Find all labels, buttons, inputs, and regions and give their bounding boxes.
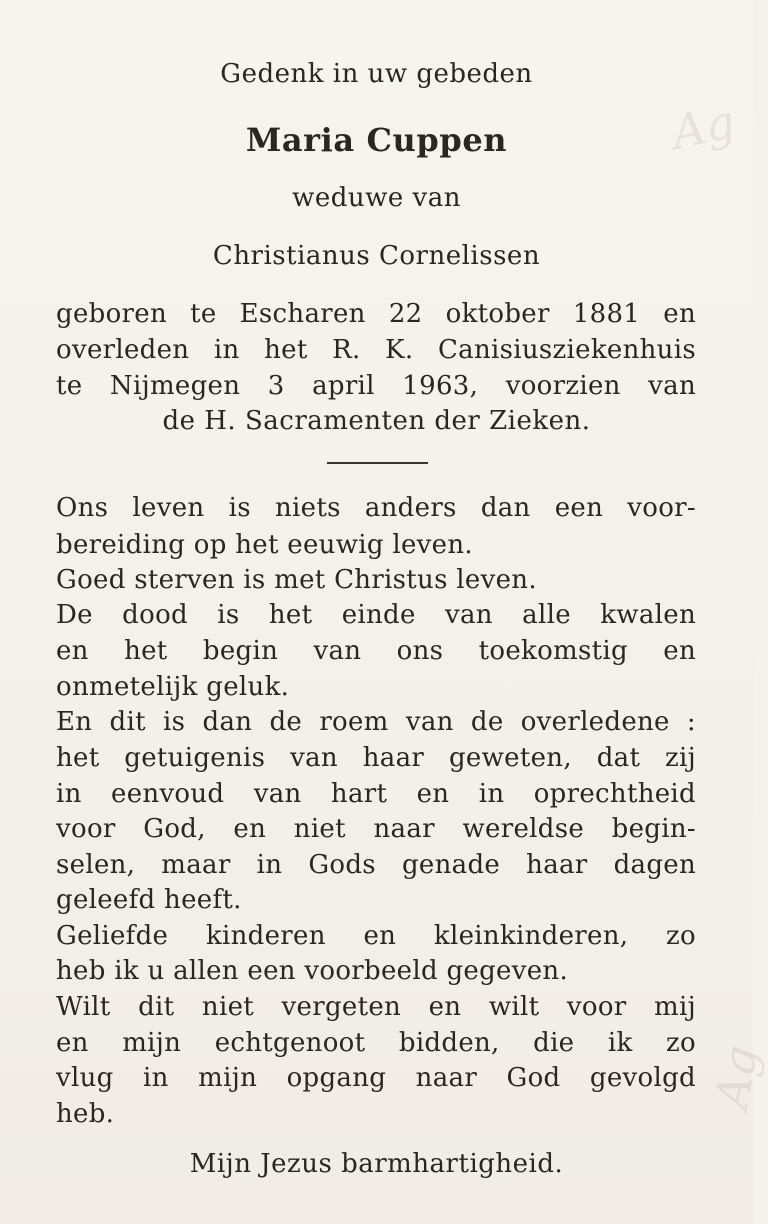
text-line: voor God, en niet naar wereldse begin- bbox=[56, 814, 696, 844]
text-line: De dood is het einde van alle kwalen bbox=[56, 600, 696, 630]
bleed-through-mark: Ag bbox=[704, 1041, 768, 1113]
bleed-through-mark: Ag bbox=[667, 94, 740, 160]
text-line: bereiding op het eeuwig leven. bbox=[56, 530, 473, 560]
text-line: en mijn echtgenoot bidden, die ik zo bbox=[56, 1028, 696, 1058]
biography-line: te Nijmegen 3 april 1963, voorzien van bbox=[56, 371, 696, 401]
divider bbox=[327, 462, 428, 464]
text-line: het getuigenis van haar geweten, dat zij bbox=[56, 743, 696, 773]
text-line: en het begin van ons toekomstig en bbox=[56, 636, 696, 666]
biography-line: geboren te Escharen 22 oktober 1881 en bbox=[56, 299, 696, 329]
biography-line: overleden in het R. K. Canisiusziekenhuis bbox=[56, 335, 696, 365]
closing-prayer: Mijn Jezus barmhartigheid. bbox=[189, 1149, 564, 1179]
text-line: in eenvoud van hart en in oprechtheid bbox=[56, 779, 696, 809]
text-line: Ons leven is niets anders dan een voor- bbox=[56, 493, 696, 523]
text-line: selen, maar in Gods genade haar dagen bbox=[56, 850, 696, 880]
text-line: heb ik u allen een voorbeeld gegeven. bbox=[56, 956, 569, 986]
text-line: En dit is dan de roem van de overledene : bbox=[56, 707, 696, 737]
biography-line: de H. Sacramenten der Zieken. bbox=[162, 406, 591, 436]
deceased-name: Maria Cuppen bbox=[245, 121, 508, 159]
intro-line: Gedenk in uw gebeden bbox=[220, 59, 533, 89]
relation-line: weduwe van bbox=[292, 183, 461, 213]
text-line: vlug in mijn opgang naar God gevolgd bbox=[56, 1063, 696, 1093]
text-line: Geliefde kinderen en kleinkinderen, zo bbox=[56, 921, 696, 951]
text-line: heb. bbox=[56, 1099, 115, 1129]
text-line: geleefd heeft. bbox=[56, 885, 242, 915]
spouse-name: Christianus Cornelissen bbox=[212, 241, 541, 271]
text-line: Goed sterven is met Christus leven. bbox=[56, 565, 537, 595]
text-line: onmetelijk geluk. bbox=[56, 672, 290, 702]
text-line: Wilt dit niet vergeten en wilt voor mij bbox=[56, 992, 696, 1022]
